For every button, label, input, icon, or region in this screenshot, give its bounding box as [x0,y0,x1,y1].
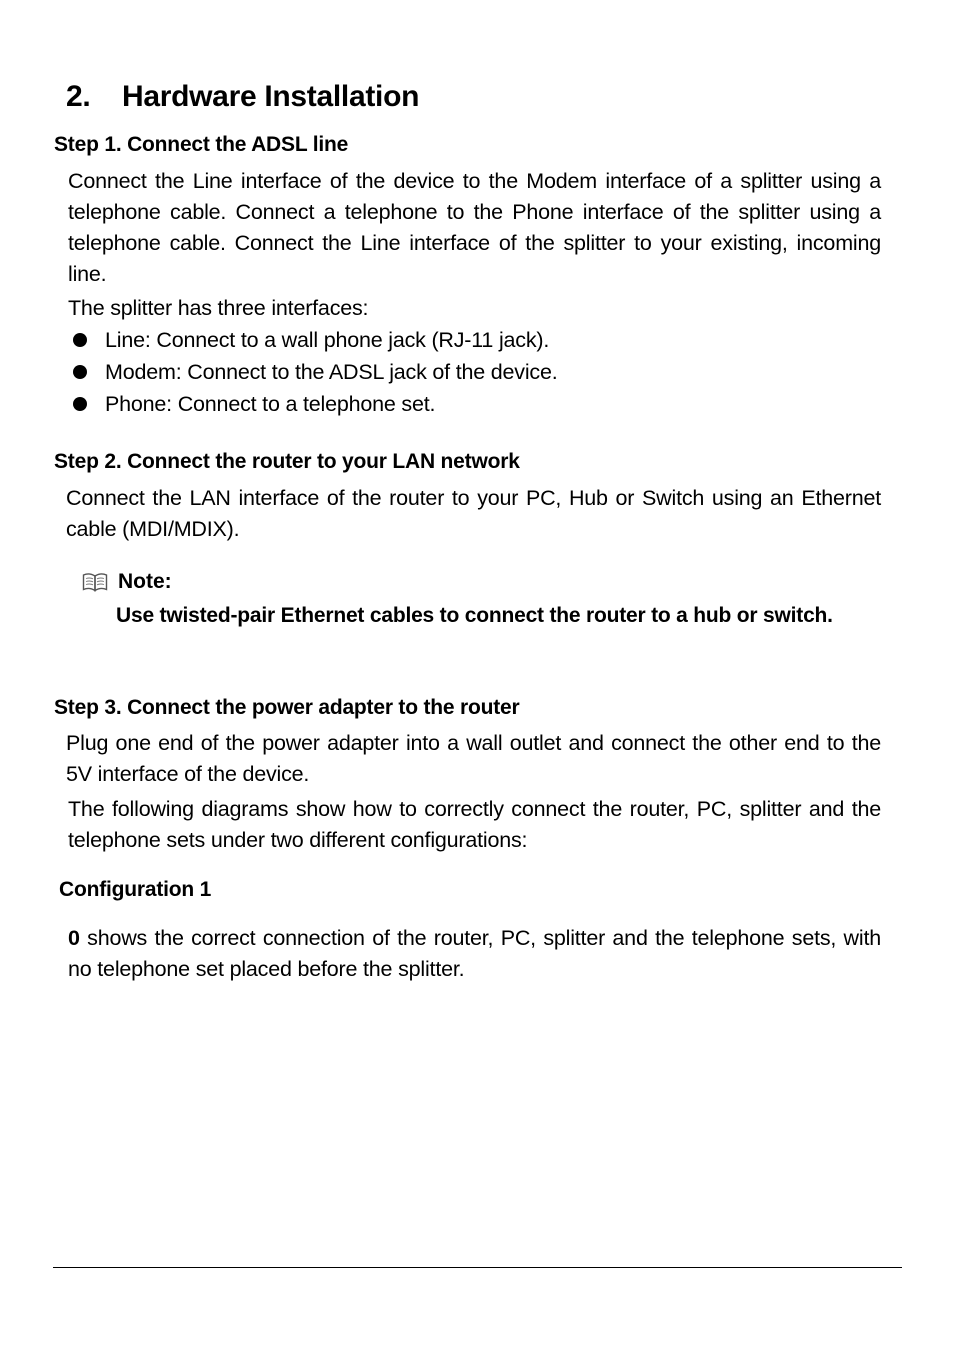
step2-paragraph: Connect the LAN interface of the router to your PC, Hub or Switch using an Ethernet cable (MDI/MDIX). [66,486,881,541]
section-title-text: Hardware Installation [122,80,420,113]
book-icon [82,572,108,592]
list-item [70,388,558,420]
footer-divider [53,1267,902,1268]
step1-paragraph: Connect the Line interface of the device to the Modem interface of a splitter using a telephone cable. Connect a telephone to the Phone interface of the splitter using a telephone cable. Connect the Line interface of the splitter to your existing, incoming line. [68,169,881,286]
list-item-text: Phone: Connect to a telephone set. [105,392,436,416]
note-callout [82,566,842,631]
list-item [70,356,558,388]
step3-heading: Step 3. Connect the power adapter to the router [54,696,520,719]
note-label: Note: [118,570,172,593]
step2-heading: Step 2. Connect the router to your LAN network [54,450,520,473]
step1-intro: The splitter has three interfaces: [68,296,369,320]
bullet-icon [73,397,87,411]
bullet-icon [73,365,87,379]
list-item-text: Line: Connect to a wall phone jack (RJ-11 jack). [105,328,550,352]
figure-reference-link[interactable]: 0 [68,926,80,950]
section-title [66,80,419,114]
note-text: Use twisted-pair Ethernet cables to connect the router to a hub or switch. [116,604,833,627]
config1-heading: Configuration 1 [59,878,212,901]
list-item-text: Modem: Connect to the ADSL jack of the device. [105,360,558,384]
config1-paragraph [68,923,881,985]
step3-paragraph-2: The following diagrams show how to correctly connect the router, PC, splitter and the telephone sets under two different configurations: [68,797,881,852]
list-item [70,324,558,356]
step1-heading: Step 1. Connect the ADSL line [54,133,349,156]
config1-text: shows the correct connection of the router, PC, splitter and the telephone sets, with no telephone set placed before the splitter. [68,926,881,981]
bullet-icon [73,333,87,347]
section-number: 2. [66,80,91,113]
note-header [82,566,842,598]
step3-paragraph: Plug one end of the power adapter into a wall outlet and connect the other end to the 5V interface of the device. [66,731,881,786]
splitter-interface-list [70,324,558,420]
